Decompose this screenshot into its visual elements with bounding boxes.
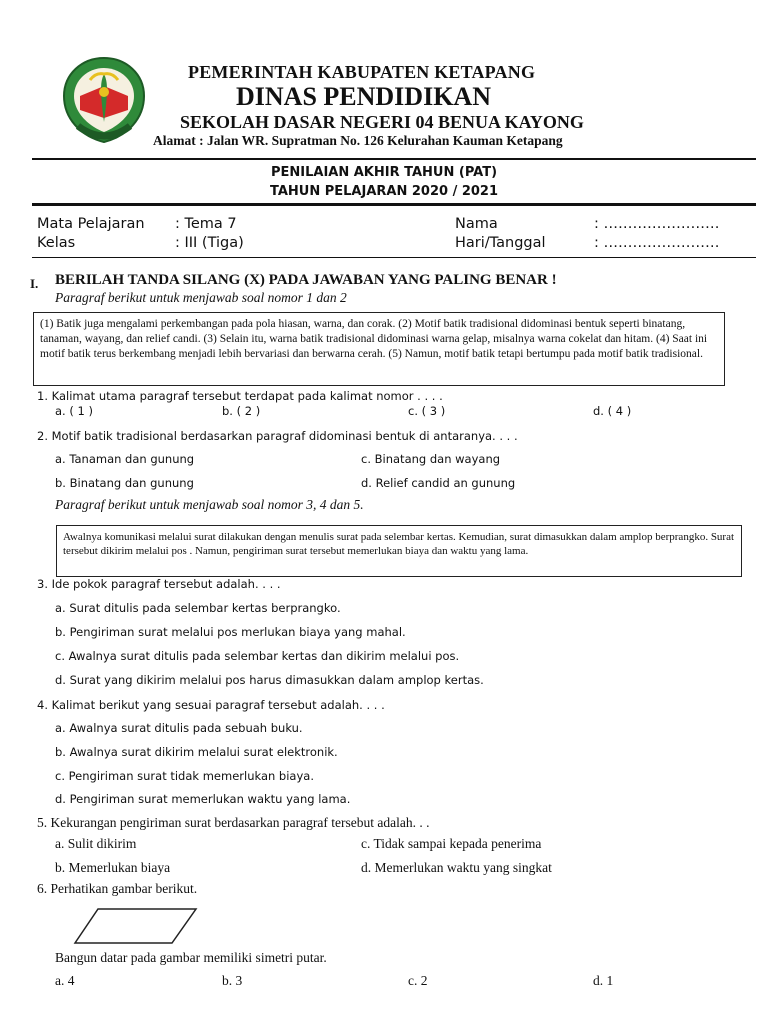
- q5-option-d[interactable]: d. Memerlukan waktu yang singkat: [361, 860, 552, 875]
- question-4: 4. Kalimat berikut yang sesuai paragraf tersebut adalah. . . .: [37, 698, 385, 712]
- q1-option-a[interactable]: a. ( 1 ): [55, 404, 93, 418]
- passage1-box: (1) Batik juga mengalami perkembangan pada pola hiasan, warna, dan corak. (2) Motif batik tradisional didominasi bentuk seperti binatang, tanaman, wayang, dan relief candi. (3) Selain itu, warna batik tradisional didominasi warna gelap, misalnya warna cokelat dan hitam. (4) Saat ini motif batik terus berkembang menjadi lebih bervariasi dan berwarna cerah. (5) Namun, motif batik tetapi bertumpu pada motif batik tradisional.: [33, 312, 725, 386]
- q1-option-b[interactable]: b. ( 2 ): [222, 404, 261, 418]
- government-name: PEMERINTAH KABUPATEN KETAPANG: [188, 62, 536, 82]
- school-name: SEKOLAH DASAR NEGERI 04 BENUA KAYONG: [180, 112, 584, 132]
- name-field[interactable]: : ……………………: [594, 216, 720, 232]
- title-divider: [32, 203, 756, 206]
- q5-option-a[interactable]: a. Sulit dikirim: [55, 836, 137, 851]
- regency-logo: [56, 52, 152, 148]
- q6-option-d[interactable]: d. 1: [593, 973, 614, 988]
- q3-option-a[interactable]: a. Surat ditulis pada selembar kertas berprangko.: [55, 601, 341, 615]
- question-2: 2. Motif batik tradisional berdasarkan paragraf didominasi bentuk di antaranya. . . .: [37, 429, 518, 443]
- q6-option-b[interactable]: b. 3: [222, 973, 243, 988]
- q5-option-c[interactable]: c. Tidak sampai kepada penerima: [361, 836, 542, 851]
- passage1-intro: Paragraf berikut untuk menjawab soal nomor 1 dan 2: [55, 290, 347, 305]
- q4-option-a[interactable]: a. Awalnya surat ditulis pada sebuah buku.: [55, 721, 303, 735]
- question-5: 5. Kekurangan pengiriman surat berdasarkan paragraf tersebut adalah. . .: [37, 815, 430, 830]
- school-address: Alamat : Jalan WR. Supratman No. 126 Kelurahan Kauman Ketapang: [153, 133, 563, 148]
- question-3: 3. Ide pokok paragraf tersebut adalah. . . .: [37, 577, 281, 591]
- section-title: BERILAH TANDA SILANG (X) PADA JAWABAN YANG PALING BENAR !: [55, 272, 557, 288]
- q4-option-d[interactable]: d. Pengiriman surat memerlukan waktu yang lama.: [55, 792, 351, 806]
- section-number: I.: [30, 276, 39, 291]
- department-name: DINAS PENDIDIKAN: [236, 82, 491, 111]
- question-6-statement: Bangun datar pada gambar memiliki simetri putar.: [55, 950, 327, 965]
- q5-option-b[interactable]: b. Memerlukan biaya: [55, 860, 171, 875]
- q2-option-a[interactable]: a. Tanaman dan gunung: [55, 452, 195, 466]
- subject-value: : Tema 7: [175, 216, 237, 232]
- subject-label: Mata Pelajaran: [37, 216, 145, 232]
- question-6: 6. Perhatikan gambar berikut.: [37, 881, 198, 896]
- passage2-box: Awalnya komunikasi melalui surat dilakukan dengan menulis surat pada selembar kertas. Kemudian, surat dimasukkan dalam amplop berprangko. Surat tersebut dikirim melalui pos . Namun, pengiriman surat tersebut memerlukan biaya dan waktu yang lama.: [56, 525, 742, 577]
- q3-option-d[interactable]: d. Surat yang dikirim melalui pos harus dimasukkan dalam amplop kertas.: [55, 673, 484, 687]
- q2-option-c[interactable]: c. Binatang dan wayang: [361, 452, 501, 466]
- q3-option-c[interactable]: c. Awalnya surat ditulis pada selembar kertas dan dikirim melalui pos.: [55, 649, 460, 663]
- question-1: 1. Kalimat utama paragraf tersebut terdapat pada kalimat nomor . . . .: [37, 389, 443, 403]
- identity-divider: [32, 257, 756, 258]
- exam-year: TAHUN PELAJARAN 2020 / 2021: [269, 184, 499, 199]
- q2-option-d[interactable]: d. Relief candid an gunung: [361, 476, 516, 490]
- class-value: : III (Tiga): [175, 235, 244, 251]
- name-label: Nama: [455, 216, 498, 232]
- q2-option-b[interactable]: b. Binatang dan gunung: [55, 476, 194, 490]
- passage2-intro: Paragraf berikut untuk menjawab soal nomor 3, 4 dan 5.: [55, 497, 364, 512]
- q4-option-c[interactable]: c. Pengiriman surat tidak memerlukan biaya.: [55, 769, 314, 783]
- q6-option-a[interactable]: a. 4: [55, 973, 75, 988]
- q1-option-d[interactable]: d. ( 4 ): [593, 404, 632, 418]
- q6-option-c[interactable]: c. 2: [408, 973, 428, 988]
- class-label: Kelas: [37, 235, 76, 251]
- q3-option-b[interactable]: b. Pengiriman surat melalui pos merlukan biaya yang mahal.: [55, 625, 406, 639]
- exam-title: PENILAIAN AKHIR TAHUN (PAT): [270, 165, 498, 180]
- header-divider: [32, 158, 756, 160]
- date-label: Hari/Tanggal: [455, 235, 546, 251]
- date-field[interactable]: : ……………………: [594, 235, 720, 251]
- q4-option-b[interactable]: b. Awalnya surat dikirim melalui surat elektronik.: [55, 745, 338, 759]
- q1-option-c[interactable]: c. ( 3 ): [408, 404, 446, 418]
- parallelogram-figure: [72, 906, 200, 946]
